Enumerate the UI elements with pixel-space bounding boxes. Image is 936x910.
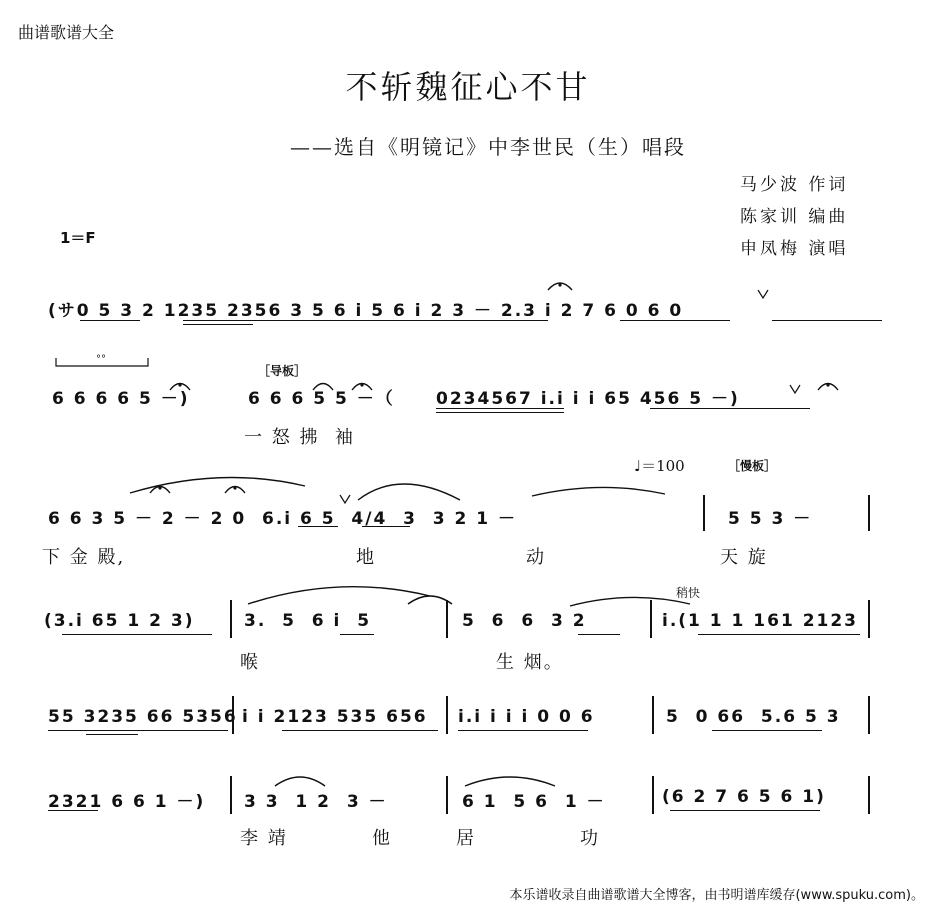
beam (670, 810, 820, 811)
score-line-3-lyric-c: 动 (526, 547, 546, 568)
score-line-6-lyric-c: 居 (456, 828, 476, 849)
score-line-4-lyric-b: 生 烟。 (496, 652, 564, 673)
barline (230, 600, 232, 638)
score-line-4-notes-d: i.(1 1 1 161 2123 (662, 611, 859, 631)
score-line-3-lyric-a: 下 金 殿, (42, 547, 126, 568)
credit-lyricist: 马少波 作词 (740, 175, 849, 195)
score-line-3-lyric-d: 天 旋 (720, 547, 768, 568)
beam (772, 320, 882, 321)
section-label: ［导板］ (258, 364, 307, 378)
score-line-6-lyric-b: 他 (372, 828, 392, 849)
beam (48, 730, 228, 731)
beam (436, 412, 564, 413)
score-line-5-notes-a: 55 3235 66 5356 (48, 707, 238, 727)
score-line-5-notes-b: i i 2123 535 656 (242, 707, 428, 727)
score-line-6-lyric-a: 李 靖 (240, 828, 288, 849)
beam (86, 734, 138, 735)
song-title: 不斩魏征心不甘 (345, 68, 591, 106)
svg-text:°°: °° (96, 354, 106, 365)
beam (183, 320, 548, 321)
score-line-6-notes-a: 2321 6 6 1 －) (48, 792, 206, 812)
tempo-label: ［慢板］ (728, 459, 777, 473)
tempo-mark: ♩＝100 (634, 457, 685, 475)
score-line-4-notes-b: 3. 5 6 i 5 (244, 611, 372, 631)
score-line-4-notes-a: (3.i 65 1 2 3) (44, 611, 195, 631)
barline (446, 696, 448, 734)
barline (230, 776, 232, 814)
beam (48, 810, 98, 811)
song-subtitle: ——选自《明镜记》中李世民（生）唱段 (290, 135, 686, 159)
score-line-4-lyric-a: 喉 (240, 652, 260, 673)
score-line-6-lyric-d: 功 (580, 828, 600, 849)
key-signature: 1＝F (60, 229, 96, 247)
beam (183, 324, 253, 325)
score-line-2-notes-c: 0234567 i.i i i 65 456 5 －) (436, 389, 740, 409)
barline (446, 776, 448, 814)
barline (652, 776, 654, 814)
score-line-3-notes-a: 6 6 3 5 － 2 － 2 0 6.i 6 5 4/4 3 3 2 1 － (48, 509, 518, 529)
score-line-1-notes: (サ0 5 3 2 1235 2356 3 5 6 i 5 6 i 2 3 － 2.3 i 2 7 6 0 6 0 (48, 301, 684, 321)
barline (232, 696, 234, 734)
barline (703, 495, 705, 531)
score-line-3-lyric-b: 地 (356, 547, 376, 568)
beam (362, 526, 410, 527)
barline (868, 600, 870, 638)
beam (578, 634, 620, 635)
beam (436, 408, 564, 409)
beam (458, 730, 588, 731)
beam (712, 730, 822, 731)
beam (620, 320, 730, 321)
barline (650, 600, 652, 638)
score-line-6-notes-d: (6 2 7 6 5 6 1) (662, 787, 826, 807)
score-line-2-notes-b: 6 6 6 5 5 －（ (248, 389, 395, 409)
barline (868, 696, 870, 734)
beam (80, 320, 140, 321)
beam (282, 730, 438, 731)
score-line-2-lyrics: 一 怒 拂 袖 (244, 427, 355, 448)
credit-composer: 陈家训 编曲 (740, 207, 849, 227)
score-line-5-notes-d: 5 0 66 5.6 5 3 (666, 707, 841, 727)
footer-source-note: 本乐谱收录自曲谱歌谱大全博客，由书明谱库缓存(www.spuku.com)。 (509, 888, 924, 903)
beam (650, 408, 810, 409)
beam (340, 634, 374, 635)
score-line-3-notes-b: 5 5 3 － (728, 509, 813, 529)
barline (652, 696, 654, 734)
score-line-5-notes-c: i.i i i i 0 0 6 (458, 707, 595, 727)
beam (298, 526, 338, 527)
barline (868, 776, 870, 814)
score-line-6-notes-c: 6 1 5 6 1 － (462, 792, 606, 812)
score-line-4-notes-c: 5 6 6 3 2 (462, 611, 587, 631)
beam (62, 634, 212, 635)
site-label: 曲谱歌谱大全 (18, 23, 115, 42)
speed-note: 稍快 (676, 586, 701, 600)
score-line-2-notes-a: 6 6 6 6 5 －) (52, 389, 190, 409)
barline (446, 600, 448, 638)
score-line-6-notes-b: 3 3 1 2 3 － (244, 792, 388, 812)
credit-performer: 申凤梅 演唱 (740, 239, 849, 259)
beam (698, 634, 860, 635)
barline (868, 495, 870, 531)
